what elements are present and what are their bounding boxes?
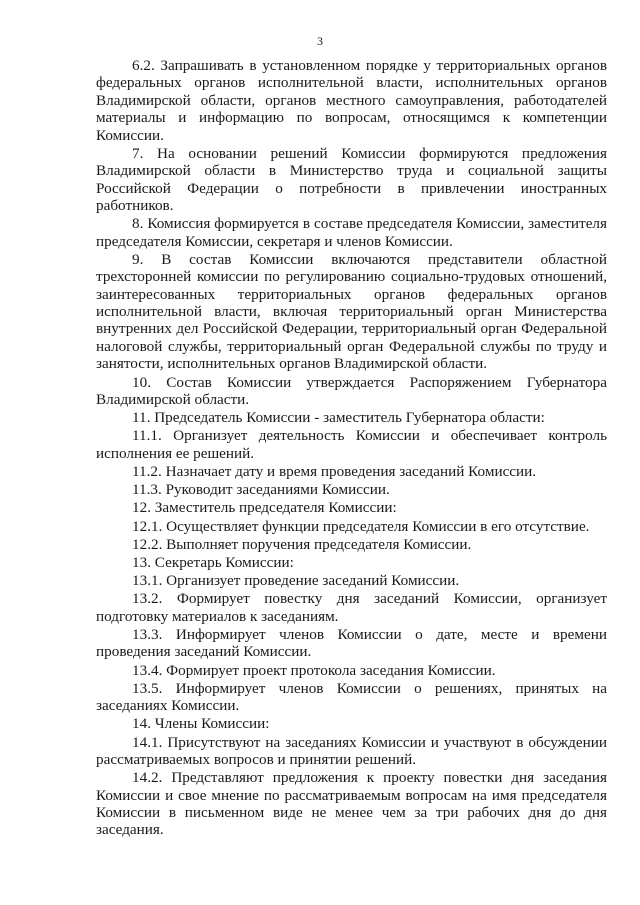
paragraph: 10. Состав Комиссии утверждается Распоряжением Губернатора Владимирской области. [96, 373, 607, 408]
paragraph: 11. Председатель Комиссии - заместитель Губернатора области: [132, 409, 545, 427]
paragraph: 6.2. Запрашивать в установленном порядке у территориальных органов федеральных органов исполнительной власти, исполнительных органов Владимирской области, органов местного самоуправления, работодателей материалы и информацию по вопросам, относящимся к компетенции Комиссии. [96, 57, 607, 144]
paragraph: 13.3. Информирует членов Комиссии о дате, месте и времени проведения заседаний Комиссии. [96, 625, 607, 661]
paragraph: 13.5. Информирует членов Комиссии о решениях, принятых на заседаниях Комиссии. [96, 679, 607, 715]
paragraph: 11.3. Руководит заседаниями Комиссии. [132, 481, 390, 499]
paragraph: 14.2. Представляют предложения к проекту повестки дня заседания Комиссии и свое мнение по рассматриваемым вопросам на имя председателя Комиссии в письменном виде не менее чем за три рабочих дня до дня заседания. [96, 769, 607, 839]
paragraph: 11.1. Организует деятельность Комиссии и обеспечивает контроль исполнения ее решений. [96, 427, 607, 462]
paragraph: 7. На основании решений Комиссии формируются предложения Владимирской области в Министерство труда и социальной защиты Российской Федерации о потребности в привлечении иностранных работников. [96, 144, 607, 215]
paragraph: 12.1. Осуществляет функции председателя Комиссии в его отсутствие. [132, 517, 590, 535]
paragraph: 14.1. Присутствуют на заседаниях Комиссии и участвуют в обсуждении рассматриваемых вопросов и принятии решений. [96, 733, 607, 768]
document-body [96, 57, 607, 840]
paragraph: 14. Члены Комиссии: [132, 715, 270, 733]
paragraph: 13.1. Организует проведение заседаний Комиссии. [132, 572, 460, 590]
paragraph: 13. Секретарь Комиссии: [132, 553, 294, 571]
paragraph: 8. Комиссия формируется в составе председателя Комиссии, заместителя председателя Комиссии, секретаря и членов Комиссии. [96, 215, 607, 250]
paragraph: 13.2. Формирует повестку дня заседаний Комиссии, организует подготовку материалов к заседаниям. [96, 590, 607, 625]
page-number: 3 [317, 34, 323, 48]
paragraph: 11.2. Назначает дату и время проведения заседаний Комиссии. [132, 462, 537, 480]
paragraph: 9. В состав Комиссии включаются представители областной трехсторонней комиссии по регулированию социально-трудовых отношений, заинтересованных территориальных органов федеральных органов исполнительной власти, включая территориальный орган Министерства внутренних дел Российской Федерации, территориальный орган Федеральной налоговой службы, территориальный орган Федеральной службы по труду и занятости, исполнительных органов Владимирской области. [96, 250, 607, 373]
paragraph: 12.2. Выполняет поручения председателя Комиссии. [132, 535, 472, 553]
paragraph: 12. Заместитель председателя Комиссии: [132, 499, 397, 517]
paragraph: 13.4. Формирует проект протокола заседания Комиссии. [132, 661, 496, 679]
